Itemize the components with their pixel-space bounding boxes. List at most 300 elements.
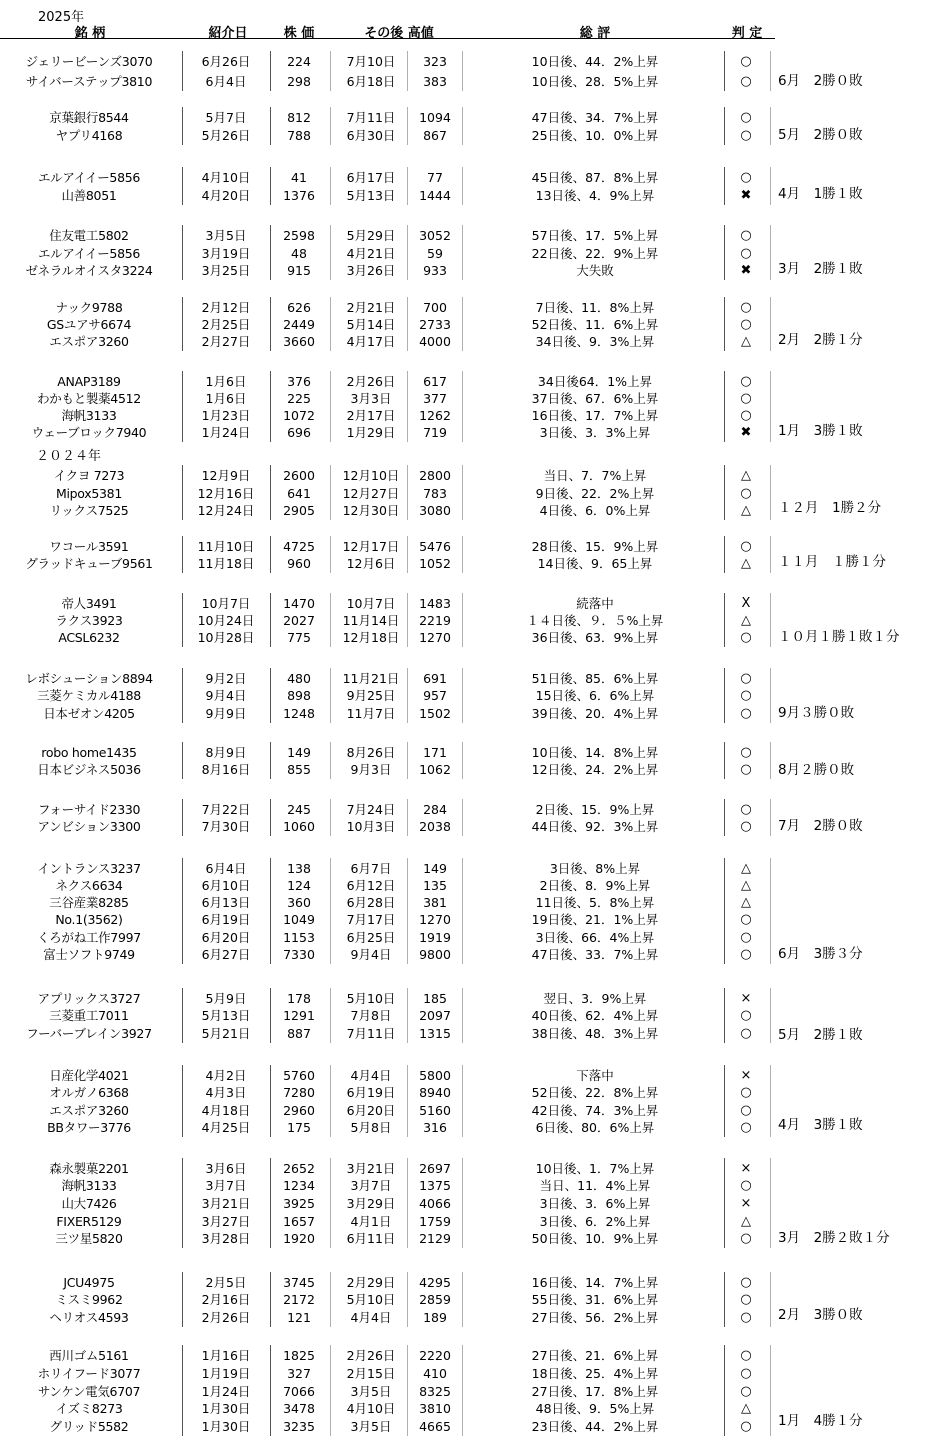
table-row <box>0 1230 775 1247</box>
review-cell: 28日後、15．9%上昇 <box>531 539 659 554</box>
introduced-date-cell: 5月9日 <box>205 991 247 1006</box>
high-date-cell: 10月7日 <box>346 596 396 611</box>
year-label-2025: 2025年 <box>38 10 85 25</box>
review-cell: 10日後、28．5%上昇 <box>531 74 659 89</box>
introduced-date-cell: 3月21日 <box>201 1196 251 1211</box>
verdict-cell: ○ <box>740 128 752 143</box>
high-price-cell: 3810 <box>419 1401 451 1416</box>
price-cell: 5760 <box>283 1068 315 1083</box>
stock-name-cell: ナック9788 <box>55 300 123 315</box>
high-price-cell: 1375 <box>419 1178 451 1193</box>
high-price-cell: 5476 <box>419 539 451 554</box>
monthly-summary: 4月 3勝１敗 <box>778 1117 863 1133</box>
price-cell: 1376 <box>283 188 315 203</box>
stock-name-cell: ジェリービーンズ3070 <box>25 54 153 69</box>
introduced-date-cell: 9月2日 <box>205 671 247 686</box>
high-date-cell: 12月18日 <box>342 630 400 645</box>
verdict-cell: △ <box>741 1214 751 1229</box>
table-row <box>0 1007 775 1024</box>
introduced-date-cell: 7月30日 <box>201 819 251 834</box>
table-row <box>0 1418 775 1435</box>
verdict-cell: × <box>740 1161 752 1176</box>
monthly-summary: １２月 1勝２分 <box>778 500 882 516</box>
verdict-cell: △ <box>741 556 751 571</box>
review-cell: 当日、11．4%上昇 <box>539 1178 651 1193</box>
verdict-cell: × <box>740 1068 752 1083</box>
high-price-cell: 284 <box>423 802 447 817</box>
review-cell: 18日後、25．4%上昇 <box>531 1366 659 1381</box>
review-cell: 7日後、11．8%上昇 <box>535 300 655 315</box>
stock-name-cell: レボシューション8894 <box>25 671 153 686</box>
high-price-cell: 189 <box>423 1310 447 1325</box>
introduced-date-cell: 6月20日 <box>201 930 251 945</box>
price-cell: 3925 <box>283 1196 315 1211</box>
verdict-cell: X <box>741 596 751 611</box>
price-cell: 3745 <box>283 1275 315 1290</box>
verdict-cell: ○ <box>740 1231 752 1246</box>
high-date-cell: 12月27日 <box>342 486 400 501</box>
introduced-date-cell: 2月26日 <box>201 1310 251 1325</box>
review-cell: 52日後、22．8%上昇 <box>531 1085 659 1100</box>
high-price-cell: 4000 <box>419 334 451 349</box>
stock-name-cell: エルアイイー5856 <box>37 170 141 185</box>
high-price-cell: 323 <box>423 54 447 69</box>
high-date-cell: 6月25日 <box>346 930 396 945</box>
monthly-summary: 5月 2勝１敗 <box>778 1027 863 1043</box>
high-date-cell: 3月3日 <box>350 391 392 406</box>
high-date-cell: 6月17日 <box>346 170 396 185</box>
review-cell: 翌日、3．9%上昇 <box>543 991 647 1006</box>
table-row <box>0 612 775 629</box>
high-date-cell: 2月21日 <box>346 300 396 315</box>
header-subsequent-high: その後 高値 <box>364 26 434 41</box>
high-price-cell: 2800 <box>419 468 451 483</box>
high-price-cell: 5160 <box>419 1103 451 1118</box>
price-cell: 298 <box>287 74 311 89</box>
monthly-summary: 1月 4勝１分 <box>778 1413 863 1429</box>
high-price-cell: 3052 <box>419 228 451 243</box>
high-price-cell: 8325 <box>419 1384 451 1399</box>
stock-name-cell: 三菱ケミカル4188 <box>37 688 141 703</box>
review-cell: 2日後、8．9%上昇 <box>539 878 651 893</box>
review-cell: 22日後、22．9%上昇 <box>531 246 659 261</box>
high-price-cell: 1502 <box>419 706 451 721</box>
high-price-cell: 1062 <box>419 762 451 777</box>
price-cell: 2027 <box>283 613 315 628</box>
stock-name-cell: 三ツ星5820 <box>55 1231 123 1246</box>
introduced-date-cell: 3月25日 <box>201 263 251 278</box>
review-cell: 38日後、48．3%上昇 <box>531 1026 659 1041</box>
stock-name-cell: エスポア3260 <box>49 334 129 349</box>
price-cell: 245 <box>287 802 311 817</box>
verdict-cell: ○ <box>740 317 752 332</box>
table-row <box>0 1309 775 1326</box>
stock-name-cell: 富士ソフト9749 <box>43 947 135 962</box>
price-cell: 855 <box>287 762 311 777</box>
stock-name-cell: アンビション3300 <box>37 819 141 834</box>
stock-name-cell: 京葉銀行8544 <box>49 110 129 125</box>
table-row <box>0 227 775 244</box>
high-price-cell: 383 <box>423 74 447 89</box>
stock-name-cell: Mipox5381 <box>56 486 122 501</box>
review-cell: 50日後、10．9%上昇 <box>531 1231 659 1246</box>
high-date-cell: 6月28日 <box>346 895 396 910</box>
stock-name-cell: 住友電工5802 <box>49 228 129 243</box>
verdict-cell: ✖ <box>740 263 752 278</box>
high-date-cell: 4月4日 <box>350 1310 392 1325</box>
high-price-cell: 1270 <box>419 630 451 645</box>
stock-name-cell: GSユアサ6674 <box>46 317 132 332</box>
stock-name-cell: ウェーブロック7940 <box>31 425 147 440</box>
high-price-cell: 9800 <box>419 947 451 962</box>
price-cell: 7280 <box>283 1085 315 1100</box>
price-cell: 175 <box>287 1120 311 1135</box>
table-row <box>0 929 775 946</box>
table-row <box>0 946 775 963</box>
table-row <box>0 860 775 877</box>
year-label-2024: ２０２４年 <box>36 449 102 464</box>
stock-name-cell: ヘリオス4593 <box>49 1310 129 1325</box>
verdict-cell: ✖ <box>740 425 752 440</box>
price-cell: 2600 <box>283 468 315 483</box>
introduced-date-cell: 1月6日 <box>205 374 247 389</box>
review-cell: 3日後、3．6%上昇 <box>539 1196 651 1211</box>
price-cell: 1049 <box>283 912 315 927</box>
price-cell: 775 <box>287 630 311 645</box>
high-price-cell: 185 <box>423 991 447 1006</box>
table-row <box>0 424 775 441</box>
high-date-cell: 7月24日 <box>346 802 396 817</box>
review-cell: 大失敗 <box>576 263 614 278</box>
stock-name-cell: オルガノ6368 <box>49 1085 129 1100</box>
high-date-cell: 3月7日 <box>350 1178 392 1193</box>
introduced-date-cell: 9月4日 <box>205 688 247 703</box>
high-price-cell: 149 <box>423 861 447 876</box>
table-row <box>0 687 775 704</box>
high-price-cell: 2219 <box>419 613 451 628</box>
high-price-cell: 1270 <box>419 912 451 927</box>
review-cell: 34日後、9．3%上昇 <box>535 334 655 349</box>
high-price-cell: 957 <box>423 688 447 703</box>
review-cell: 39日後、20．4%上昇 <box>531 706 659 721</box>
stock-name-cell: 西川ゴム5161 <box>49 1348 129 1363</box>
verdict-cell: ○ <box>740 630 752 645</box>
review-cell: 25日後、10．0%上昇 <box>531 128 659 143</box>
table-row <box>0 316 775 333</box>
verdict-cell: ○ <box>740 802 752 817</box>
stock-name-cell: イントランス3237 <box>37 861 141 876</box>
review-cell: 14日後、9．65上昇 <box>537 556 653 571</box>
review-cell: 12日後、24．2%上昇 <box>531 762 659 777</box>
high-price-cell: 410 <box>423 1366 447 1381</box>
table-row <box>0 1291 775 1308</box>
introduced-date-cell: 6月10日 <box>201 878 251 893</box>
table-row <box>0 1347 775 1364</box>
price-cell: 3478 <box>283 1401 315 1416</box>
monthly-summary: 8月２勝０敗 <box>778 762 855 778</box>
price-cell: 41 <box>291 170 307 185</box>
high-price-cell: 4066 <box>419 1196 451 1211</box>
review-cell: 16日後、17．7%上昇 <box>531 408 659 423</box>
table-row <box>0 1177 775 1194</box>
verdict-cell: ○ <box>740 408 752 423</box>
introduced-date-cell: 2月16日 <box>201 1292 251 1307</box>
high-date-cell: 11月7日 <box>346 706 396 721</box>
introduced-date-cell: 6月26日 <box>201 54 251 69</box>
price-cell: 696 <box>287 425 311 440</box>
price-cell: 2449 <box>283 317 315 332</box>
review-cell: 4日後、6．0%上昇 <box>539 503 651 518</box>
introduced-date-cell: 12月16日 <box>197 486 255 501</box>
high-date-cell: 2月26日 <box>346 1348 396 1363</box>
stock-name-cell: ゼネラルオイスタ3224 <box>25 263 153 278</box>
introduced-date-cell: 8月16日 <box>201 762 251 777</box>
header-review: 総 評 <box>579 26 611 41</box>
stock-name-cell: 日本ビジネス5036 <box>37 762 141 777</box>
stock-name-cell: わかもと製薬4512 <box>37 391 141 406</box>
high-price-cell: 1483 <box>419 596 451 611</box>
introduced-date-cell: 8月9日 <box>205 745 247 760</box>
introduced-date-cell: 1月23日 <box>201 408 251 423</box>
stock-name-cell: ヤプリ4168 <box>55 128 123 143</box>
verdict-cell: ○ <box>740 170 752 185</box>
table-row <box>0 555 775 572</box>
review-cell: 3日後、66．4%上昇 <box>535 930 655 945</box>
review-cell: 下落中 <box>576 1068 614 1083</box>
high-price-cell: 1262 <box>419 408 451 423</box>
stock-name-cell: サンケン電気6707 <box>37 1384 141 1399</box>
introduced-date-cell: 3月19日 <box>201 246 251 261</box>
high-date-cell: 5月10日 <box>346 991 396 1006</box>
verdict-cell: ○ <box>740 228 752 243</box>
table-row <box>0 1102 775 1119</box>
verdict-cell: ○ <box>740 1026 752 1041</box>
high-price-cell: 719 <box>423 425 447 440</box>
high-price-cell: 171 <box>423 745 447 760</box>
introduced-date-cell: 1月6日 <box>205 391 247 406</box>
high-date-cell: 6月30日 <box>346 128 396 143</box>
high-price-cell: 3080 <box>419 503 451 518</box>
stock-name-cell: くろがね工作7997 <box>37 930 141 945</box>
introduced-date-cell: 4月25日 <box>201 1120 251 1135</box>
table-row <box>0 1383 775 1400</box>
stock-name-cell: 帝人3491 <box>61 596 117 611</box>
stock-name-cell: 山善8051 <box>61 188 117 203</box>
review-cell: 15日後、6．6%上昇 <box>535 688 655 703</box>
introduced-date-cell: 3月27日 <box>201 1214 251 1229</box>
high-date-cell: 12月17日 <box>342 539 400 554</box>
verdict-cell: ○ <box>740 1103 752 1118</box>
verdict-cell: △ <box>741 468 751 483</box>
table-row <box>0 502 775 519</box>
introduced-date-cell: 9月9日 <box>205 706 247 721</box>
monthly-summary: 6月 2勝０敗 <box>778 73 863 89</box>
high-date-cell: 9月4日 <box>350 947 392 962</box>
high-price-cell: 617 <box>423 374 447 389</box>
introduced-date-cell: 6月19日 <box>201 912 251 927</box>
review-cell: 52日後、11．6%上昇 <box>531 317 659 332</box>
high-price-cell: 77 <box>427 170 443 185</box>
price-cell: 7330 <box>283 947 315 962</box>
table-row <box>0 53 775 70</box>
review-cell: 51日後、85．6%上昇 <box>531 671 659 686</box>
stock-name-cell: JCU4975 <box>63 1275 115 1290</box>
verdict-cell: △ <box>741 1401 751 1416</box>
review-cell: 27日後、21．6%上昇 <box>531 1348 659 1363</box>
table-row <box>0 333 775 350</box>
price-cell: 1072 <box>283 408 315 423</box>
header-rule <box>0 38 775 39</box>
stock-name-cell: 海帆3133 <box>61 408 117 423</box>
price-cell: 48 <box>291 246 307 261</box>
table-row <box>0 127 775 144</box>
review-cell: 34日後64．1%上昇 <box>537 374 653 389</box>
introduced-date-cell: 11月10日 <box>197 539 255 554</box>
introduced-date-cell: 1月30日 <box>201 1419 251 1434</box>
verdict-cell: × <box>740 1196 752 1211</box>
price-cell: 1248 <box>283 706 315 721</box>
stock-name-cell: robo home1435 <box>41 745 137 760</box>
high-date-cell: 4月10日 <box>346 1401 396 1416</box>
introduced-date-cell: 6月4日 <box>205 74 247 89</box>
verdict-cell: ○ <box>740 671 752 686</box>
price-cell: 3660 <box>283 334 315 349</box>
stock-name-cell: アプリックス3727 <box>37 991 141 1006</box>
high-date-cell: 4月21日 <box>346 246 396 261</box>
price-cell: 480 <box>287 671 311 686</box>
high-price-cell: 135 <box>423 878 447 893</box>
review-cell: 40日後、62．4%上昇 <box>531 1008 659 1023</box>
table-row <box>0 407 775 424</box>
price-cell: 1825 <box>283 1348 315 1363</box>
stock-name-cell: 三菱重工7011 <box>49 1008 129 1023</box>
verdict-cell: ○ <box>740 300 752 315</box>
verdict-cell: ○ <box>740 54 752 69</box>
introduced-date-cell: 5月7日 <box>205 110 247 125</box>
verdict-cell: ○ <box>740 74 752 89</box>
stock-name-cell: ANAP3189 <box>57 374 121 389</box>
high-date-cell: 3月5日 <box>350 1419 392 1434</box>
price-cell: 1153 <box>283 930 315 945</box>
price-cell: 124 <box>287 878 311 893</box>
verdict-cell: ○ <box>740 1275 752 1290</box>
stock-name-cell: ACSL6232 <box>58 630 120 645</box>
price-cell: 7066 <box>283 1384 315 1399</box>
table-row <box>0 744 775 761</box>
price-cell: 915 <box>287 263 311 278</box>
table-row <box>0 262 775 279</box>
high-price-cell: 377 <box>423 391 447 406</box>
price-cell: 1291 <box>283 1008 315 1023</box>
review-cell: 27日後、56．2%上昇 <box>531 1310 659 1325</box>
high-date-cell: 11月14日 <box>342 613 400 628</box>
review-cell: 47日後、34．7%上昇 <box>531 110 659 125</box>
review-cell: 10日後、14．8%上昇 <box>531 745 659 760</box>
table-row <box>0 670 775 687</box>
verdict-cell: ○ <box>740 745 752 760</box>
high-date-cell: 4月17日 <box>346 334 396 349</box>
price-cell: 2905 <box>283 503 315 518</box>
stock-name-cell: 三谷産業8285 <box>49 895 129 910</box>
review-cell: 6日後、80．6%上昇 <box>535 1120 655 1135</box>
high-price-cell: 1315 <box>419 1026 451 1041</box>
stock-name-cell: BBタワー3776 <box>47 1120 131 1135</box>
high-date-cell: 6月11日 <box>346 1231 396 1246</box>
price-cell: 1060 <box>283 819 315 834</box>
price-cell: 1920 <box>283 1231 315 1246</box>
review-cell: 3日後、6．2%上昇 <box>539 1214 651 1229</box>
table-row <box>0 245 775 262</box>
table-row <box>0 485 775 502</box>
verdict-cell: ○ <box>740 819 752 834</box>
stock-name-cell: 山大7426 <box>61 1196 117 1211</box>
introduced-date-cell: 1月16日 <box>201 1348 251 1363</box>
table-row <box>0 373 775 390</box>
high-date-cell: 5月29日 <box>346 228 396 243</box>
review-cell: 9日後、22．2%上昇 <box>535 486 655 501</box>
stock-name-cell: ネクス6634 <box>55 878 123 893</box>
high-date-cell: 2月15日 <box>346 1366 396 1381</box>
verdict-cell: ○ <box>740 1384 752 1399</box>
stock-name-cell: 海帆3133 <box>61 1178 117 1193</box>
table-row <box>0 990 775 1007</box>
review-cell: 55日後、31．6%上昇 <box>531 1292 659 1307</box>
verdict-cell: ○ <box>740 1178 752 1193</box>
table-row <box>0 1195 775 1212</box>
verdict-cell: ○ <box>740 1085 752 1100</box>
high-price-cell: 2859 <box>419 1292 451 1307</box>
monthly-summary: 1月 3勝１敗 <box>778 423 863 439</box>
verdict-cell: ○ <box>740 1419 752 1434</box>
price-cell: 1234 <box>283 1178 315 1193</box>
table-row <box>0 538 775 555</box>
introduced-date-cell: 4月20日 <box>201 188 251 203</box>
introduced-date-cell: 1月24日 <box>201 425 251 440</box>
price-cell: 149 <box>287 745 311 760</box>
verdict-cell: ✖ <box>740 188 752 203</box>
table-row <box>0 1274 775 1291</box>
table-row <box>0 801 775 818</box>
introduced-date-cell: 11月18日 <box>197 556 255 571</box>
high-price-cell: 5800 <box>419 1068 451 1083</box>
price-cell: 641 <box>287 486 311 501</box>
high-date-cell: 12月30日 <box>342 503 400 518</box>
monthly-summary: 4月 1勝１敗 <box>778 186 863 202</box>
table-row <box>0 187 775 204</box>
high-price-cell: 316 <box>423 1120 447 1135</box>
high-price-cell: 700 <box>423 300 447 315</box>
high-date-cell: 6月12日 <box>346 878 396 893</box>
table-row <box>0 1160 775 1177</box>
introduced-date-cell: 4月10日 <box>201 170 251 185</box>
monthly-summary: 3月 2勝２敗１分 <box>778 1230 890 1246</box>
high-price-cell: 783 <box>423 486 447 501</box>
introduced-date-cell: 7月22日 <box>201 802 251 817</box>
stock-name-cell: エルアイイー5856 <box>37 246 141 261</box>
introduced-date-cell: 3月28日 <box>201 1231 251 1246</box>
review-cell: 2日後、15．9%上昇 <box>535 802 655 817</box>
price-cell: 2960 <box>283 1103 315 1118</box>
price-cell: 360 <box>287 895 311 910</box>
stock-name-cell: 日産化学4021 <box>49 1068 129 1083</box>
review-cell: 57日後、17．5%上昇 <box>531 228 659 243</box>
table-row <box>0 467 775 484</box>
verdict-cell: ○ <box>740 1348 752 1363</box>
stock-name-cell: フーバーブレイン3927 <box>26 1026 152 1041</box>
high-price-cell: 1094 <box>419 110 451 125</box>
monthly-summary: 5月 2勝０敗 <box>778 127 863 143</box>
high-date-cell: 3月29日 <box>346 1196 396 1211</box>
